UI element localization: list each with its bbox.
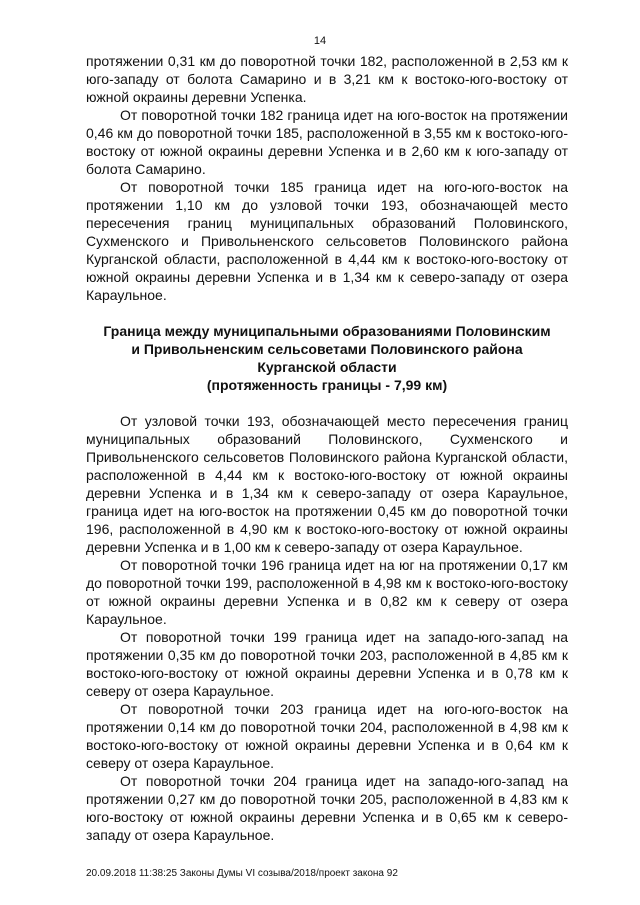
page-footer: 20.09.2018 11:38:25 Законы Думы VI созыва/2018/проект закона 92 [86, 868, 398, 879]
paragraph: От поворотной точки 204 граница идет на западо-юго-запад на протяжении 0,27 км до поворотной точки 205, расположенной в 4,83 км к юго-востоку от южной окраины деревни Успенка и в 0,65 км к северо-западу от озера Караульное. [86, 773, 568, 843]
heading-line: Граница между муниципальными образованиями Половинским [103, 323, 551, 339]
heading-line: и Привольненским сельсоветами Половинского района [131, 341, 523, 357]
paragraph: От поворотной точки 185 граница идет на юго-юго-восток на протяжении 1,10 км до узловой точки 193, обозначающей место пересечения границ муниципальных образований Половинского, Сухменского и Привольненского сельсоветов Половинского района Курганской области, расположенной в 4,44 км к востоко-юго-востоку от южной окраины деревни Успенка и в 1,34 км к северо-западу от озера Караульное. [86, 179, 568, 303]
paragraph: От поворотной точки 182 граница идет на юго-восток на протяжении 0,46 км до поворотной точки 185, расположенной в 3,55 км к востоко-юго-востоку от южной окраины деревни Успенка и в 2,60 км к юго-западу от болота Самарино. [86, 107, 568, 177]
section-heading [86, 322, 568, 394]
page-number: 14 [313, 35, 327, 47]
paragraph: От узловой точки 193, обозначающей место пересечения границ муниципальных образований Половинского, Сухменского и Привольненского сельсоветов Половинского района Курганской области, расположенной в 4,44 км к востоко-юго-востоку от южной окраины деревни Успенка и в 1,34 км к северо-западу от озера Караульное, граница идет на юго-восток на протяжении 0,45 км до поворотной точки 196, расположенной в 4,90 км к востоко-юго-востоку от южной окраины деревни Успенка и в 1,00 км к северо-западу от озера Караульное. [86, 413, 568, 555]
paragraph-continuation: протяжении 0,31 км до поворотной точки 182, расположенной в 2,53 км к юго-западу от болота Самарино и в 3,21 км к востоко-юго-востоку от южной окраины деревни Успенка. [86, 53, 568, 105]
heading-line: Курганской области [257, 359, 397, 375]
paragraph: От поворотной точки 203 граница идет на юго-юго-восток на протяжении 0,14 км до поворотной точки 204, расположенной в 4,98 км к востоко-юго-востоку от южной окраины деревни Успенка и в 0,64 км к северу от озера Караульное. [86, 701, 568, 771]
paragraph: От поворотной точки 196 граница идет на юг на протяжении 0,17 км до поворотной точки 199, расположенной в 4,98 км к востоко-юго-востоку от южной окраины деревни Успенка и в 0,82 км к северу от озера Караульное. [86, 557, 568, 627]
document-body [86, 52, 568, 844]
heading-length: (протяженность границы - 7,99 км) [206, 377, 448, 393]
paragraph: От поворотной точки 199 граница идет на западо-юго-запад на протяжении 0,35 км до поворотной точки 203, расположенной в 4,85 км к востоко-юго-востоку от южной окраины деревни Успенка и в 0,78 км к северу от озера Караульное. [86, 629, 568, 699]
